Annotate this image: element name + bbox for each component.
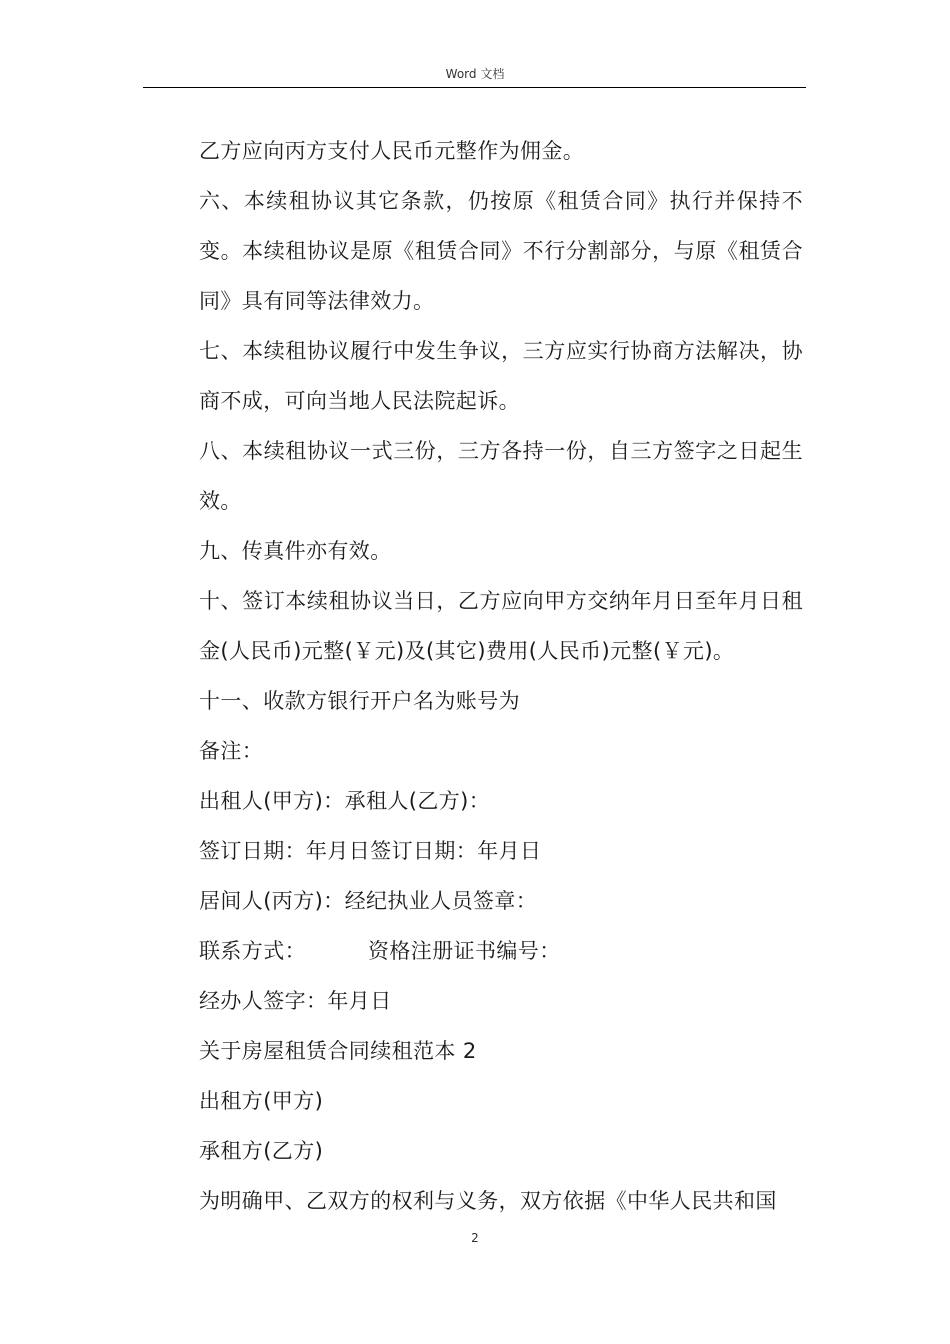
paragraph: 备注： bbox=[199, 739, 264, 763]
document-body bbox=[178, 126, 803, 1226]
contact-line bbox=[178, 926, 803, 976]
paragraph: 为明确甲、乙双方的权利与义务，双方依据《中华人民共和国 bbox=[199, 1189, 777, 1213]
paragraph: 承租方(乙方) bbox=[199, 1139, 324, 1163]
page-header: Word 文档 bbox=[445, 67, 505, 81]
certificate-number-label: 资格注册证书编号： bbox=[368, 939, 561, 963]
paragraph: 经办人签字：年月日 bbox=[199, 989, 392, 1013]
paragraph: 十、签订本续租协议当日，乙方应向甲方交纳年月日至年月日租金(人民币)元整(￥元)及(其它)费用(人民币)元整(￥元)。 bbox=[199, 589, 803, 663]
paragraph: 出租人(甲方)：承租人(乙方)： bbox=[199, 789, 491, 813]
section-title: 关于房屋租赁合同续租范本 2 bbox=[199, 1039, 477, 1063]
paragraph: 九、传真件亦有效。 bbox=[199, 539, 392, 563]
page-number: 2 bbox=[471, 1231, 479, 1245]
contact-label: 联系方式： bbox=[199, 939, 306, 963]
paragraph: 六、本续租协议其它条款，仍按原《租赁合同》执行并保持不变。本续租协议是原《租赁合同》不行分割部分，与原《租赁合同》具有同等法律效力。 bbox=[199, 189, 803, 313]
paragraph: 七、本续租协议履行中发生争议，三方应实行协商方法解决，协商不成，可向当地人民法院起诉。 bbox=[199, 339, 803, 413]
paragraph: 居间人(丙方)：经纪执业人员签章： bbox=[199, 889, 538, 913]
header-divider bbox=[143, 87, 806, 88]
paragraph: 乙方应向丙方支付人民币元整作为佣金。 bbox=[199, 139, 585, 163]
paragraph: 八、本续租协议一式三份，三方各持一份，自三方签字之日起生效。 bbox=[199, 439, 803, 513]
paragraph: 签订日期：年月日签订日期：年月日 bbox=[199, 839, 542, 863]
paragraph: 十一、收款方银行开户名为账号为 bbox=[199, 689, 520, 713]
paragraph: 出租方(甲方) bbox=[199, 1089, 324, 1113]
